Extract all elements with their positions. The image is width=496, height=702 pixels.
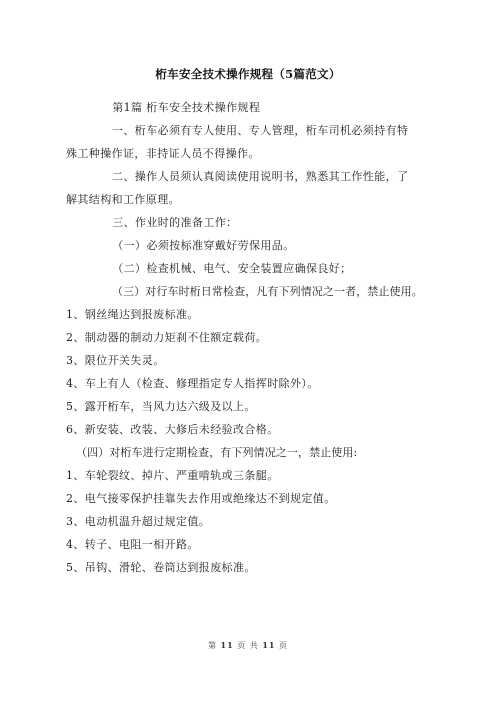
document-title: 桁车安全技术操作规程（5篇范文）: [155, 67, 341, 81]
document-body: [66, 96, 423, 579]
paragraph: 1、车轮裂纹、掉片、严重啃轨或三条腿。: [66, 469, 279, 482]
paragraph: 3、电动机温升超过规定值。: [66, 515, 211, 528]
paragraph: 一、桁车必须有专人使用、专人管理，桁车司机必须持有特殊工种操作证，非持证人员不得操作。: [66, 124, 409, 160]
paragraph: 2、制动器的制动力矩刹不住额定载荷。: [66, 331, 268, 344]
paragraph: 第1篇 桁车安全技术操作规程: [112, 101, 261, 114]
paragraph: 5、露开桁车，当风力达六级及以上。: [66, 400, 256, 413]
footer-page-number: 11: [220, 640, 234, 650]
paragraph: 三、作业时的准备工作：: [112, 216, 238, 229]
paragraph: （四）对桁车进行定期检查，有下列情况之一，禁止使用:: [76, 446, 358, 459]
paragraph: 2、电气接零保护挂靠失去作用或绝缘达不到规定值。: [66, 492, 336, 505]
paragraph: （一）必须按标准穿戴好劳保用品。: [112, 239, 295, 252]
paragraph: 二、操作人员须认真阅读使用说明书，熟悉其工作性能，了解其结构和工作原理。: [66, 170, 409, 206]
footer-suffix: 页: [279, 641, 288, 650]
paragraph: 5、吊钩、滑轮、卷筒达到报废标准。: [66, 561, 256, 574]
footer-total-pages: 11: [262, 640, 276, 650]
paragraph: 3、限位开关失灵。: [66, 354, 165, 367]
paragraph: 4、转子、电阻一相开路。: [66, 538, 199, 551]
paragraph: （三）对行车时桁日常检查，凡有下列情况之一者，禁止使用。: [112, 285, 423, 298]
footer-prefix: 第: [207, 641, 217, 650]
paragraph: （二）检查机械、电气、安全装置应确保良好；: [112, 262, 352, 275]
footer-middle: 页 共: [237, 641, 259, 650]
paragraph: 1、钢丝绳达到报废标准。: [66, 308, 199, 321]
page-footer: [0, 640, 496, 651]
paragraph: 4、车上有人（检查、修理指定专人指挥时除外）。: [66, 377, 319, 390]
paragraph: 6、新安装、改装、大修后未经验改合格。: [66, 423, 279, 436]
